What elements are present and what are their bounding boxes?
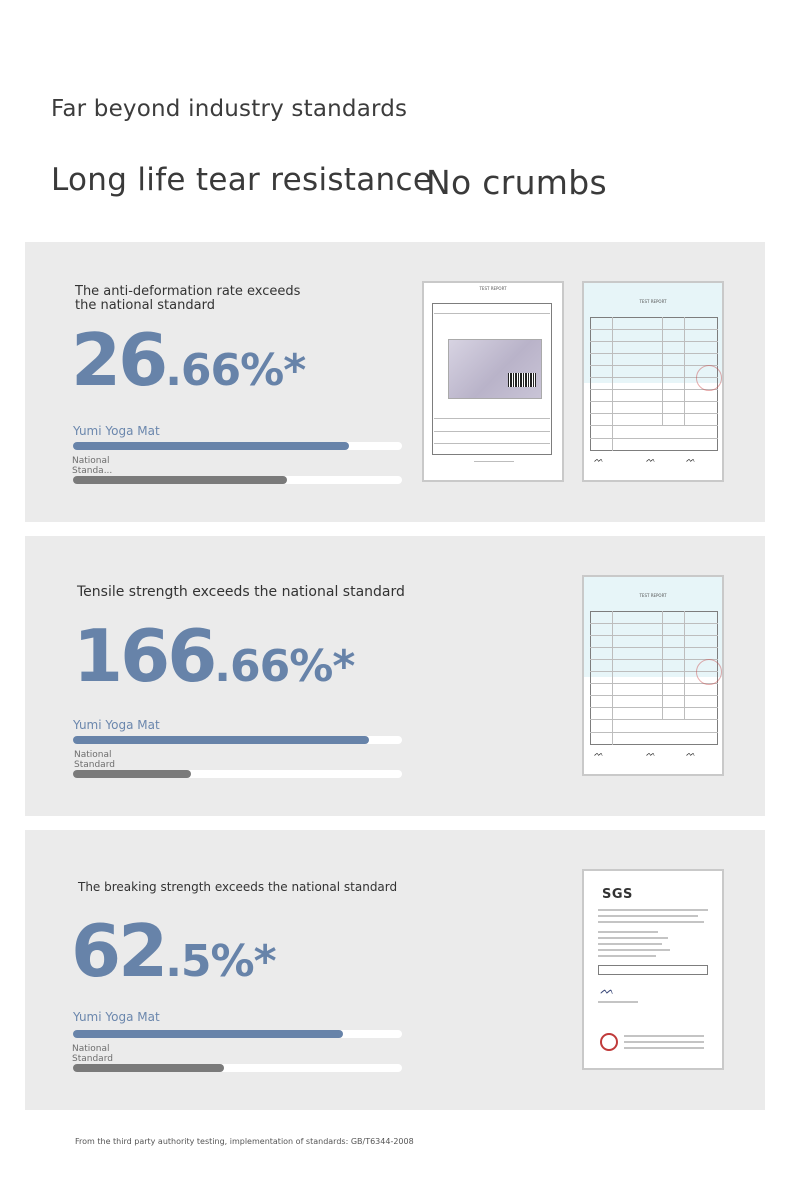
national-bar-label: National Standa... <box>72 456 113 476</box>
table-rule <box>590 401 718 402</box>
table-rule <box>590 719 718 720</box>
table-rule <box>590 341 718 342</box>
national-bar-fill <box>73 770 191 778</box>
text-line <box>598 943 662 945</box>
report-rule <box>434 418 550 419</box>
panel-caption: The anti-deformation rate exceeds the national standard <box>75 284 301 313</box>
text-line <box>598 937 668 939</box>
table-rule <box>590 438 718 439</box>
percentage-decimal: .66%* <box>165 345 306 396</box>
yumi-bar-label: Yumi Yoga Mat <box>73 718 160 732</box>
report-title: TEST REPORT <box>639 299 667 304</box>
text-line <box>624 1041 704 1043</box>
big-percentage <box>73 614 354 698</box>
table-col <box>684 317 685 425</box>
text-line <box>598 909 708 911</box>
text-line <box>598 915 698 917</box>
test-report-table-document <box>582 281 724 482</box>
text-line <box>598 1001 638 1003</box>
yumi-bar-label: Yumi Yoga Mat <box>73 1010 160 1024</box>
big-percentage <box>71 318 305 402</box>
report-title: TEST REPORT <box>639 593 667 598</box>
table-rule <box>590 623 718 624</box>
sgs-report-document <box>582 869 724 1070</box>
sgs-logo: SGS <box>602 887 633 902</box>
seal-icon <box>600 1033 618 1051</box>
test-report-document <box>422 281 564 482</box>
tensile-strength-panel <box>25 536 765 816</box>
report-rule <box>434 313 550 314</box>
yumi-bar-fill <box>73 1030 343 1038</box>
breaking-strength-panel <box>25 830 765 1110</box>
national-bar-fill <box>73 1064 224 1072</box>
table-rule <box>590 635 718 636</box>
percentage-integer: 26 <box>71 318 166 402</box>
intro-text: Far beyond industry standards <box>51 96 408 122</box>
report-rule <box>434 431 550 432</box>
yumi-bar-fill <box>73 442 349 450</box>
percentage-integer: 166 <box>73 614 215 698</box>
text-line <box>598 921 704 923</box>
table-rule <box>590 365 718 366</box>
table-rule <box>590 413 718 414</box>
table-rule <box>590 389 718 390</box>
national-bar-label: National Standard <box>72 1044 113 1064</box>
table-rule <box>590 329 718 330</box>
headline-tear-resistance: Long life tear resistance <box>51 162 433 198</box>
national-bar-fill <box>73 476 287 484</box>
national-bar-track <box>73 476 402 484</box>
table-col <box>612 317 613 451</box>
report-rule <box>474 461 514 462</box>
table-col <box>684 611 685 719</box>
result-table <box>598 965 708 975</box>
signature-icon: ᨓ <box>686 455 696 464</box>
percentage-decimal: .66%* <box>214 641 355 692</box>
signature-icon: ᨓ <box>686 749 696 758</box>
signature-icon: ᨓ <box>594 455 604 464</box>
stamp-icon <box>696 365 722 391</box>
panel-caption: The breaking strength exceeds the national standard <box>78 880 398 894</box>
table-rule <box>590 647 718 648</box>
table-rule <box>590 683 718 684</box>
table-col <box>662 317 663 425</box>
text-line <box>598 931 658 933</box>
anti-deformation-panel <box>25 242 765 522</box>
table-rule <box>590 659 718 660</box>
national-bar-track <box>73 770 402 778</box>
signature-icon: ᨓ <box>600 983 615 997</box>
report-rule <box>434 443 550 444</box>
percentage-decimal: .5%* <box>165 936 276 987</box>
barcode-icon <box>508 373 536 387</box>
text-line <box>624 1035 704 1037</box>
table-rule <box>590 707 718 708</box>
national-bar-label: National Standard <box>74 750 115 770</box>
table-rule <box>590 695 718 696</box>
text-line <box>624 1047 704 1049</box>
sample-photo <box>448 339 542 399</box>
table-rule <box>590 732 718 733</box>
national-bar-track <box>73 1064 402 1072</box>
report-title: TEST REPORT <box>479 286 507 291</box>
signature-icon: ᨓ <box>646 749 656 758</box>
text-line <box>598 955 656 957</box>
table-col <box>662 611 663 719</box>
table-rule <box>590 425 718 426</box>
yumi-bar-label: Yumi Yoga Mat <box>73 424 160 438</box>
panel-caption: Tensile strength exceeds the national standard <box>77 584 405 600</box>
footnote: From the third party authority testing, implementation of standards: GB/T6344-2008 <box>75 1137 414 1146</box>
signature-icon: ᨓ <box>594 749 604 758</box>
table-rule <box>590 353 718 354</box>
big-percentage <box>71 909 276 993</box>
yumi-bar-track <box>73 736 402 744</box>
yumi-bar-track <box>73 442 402 450</box>
yumi-bar-track <box>73 1030 402 1038</box>
test-report-table-document <box>582 575 724 776</box>
percentage-integer: 62 <box>71 909 166 993</box>
table-col <box>612 611 613 745</box>
stamp-icon <box>696 659 722 685</box>
signature-icon: ᨓ <box>646 455 656 464</box>
text-line <box>598 949 670 951</box>
yumi-bar-fill <box>73 736 369 744</box>
headline-no-crumbs: No crumbs <box>426 163 607 202</box>
